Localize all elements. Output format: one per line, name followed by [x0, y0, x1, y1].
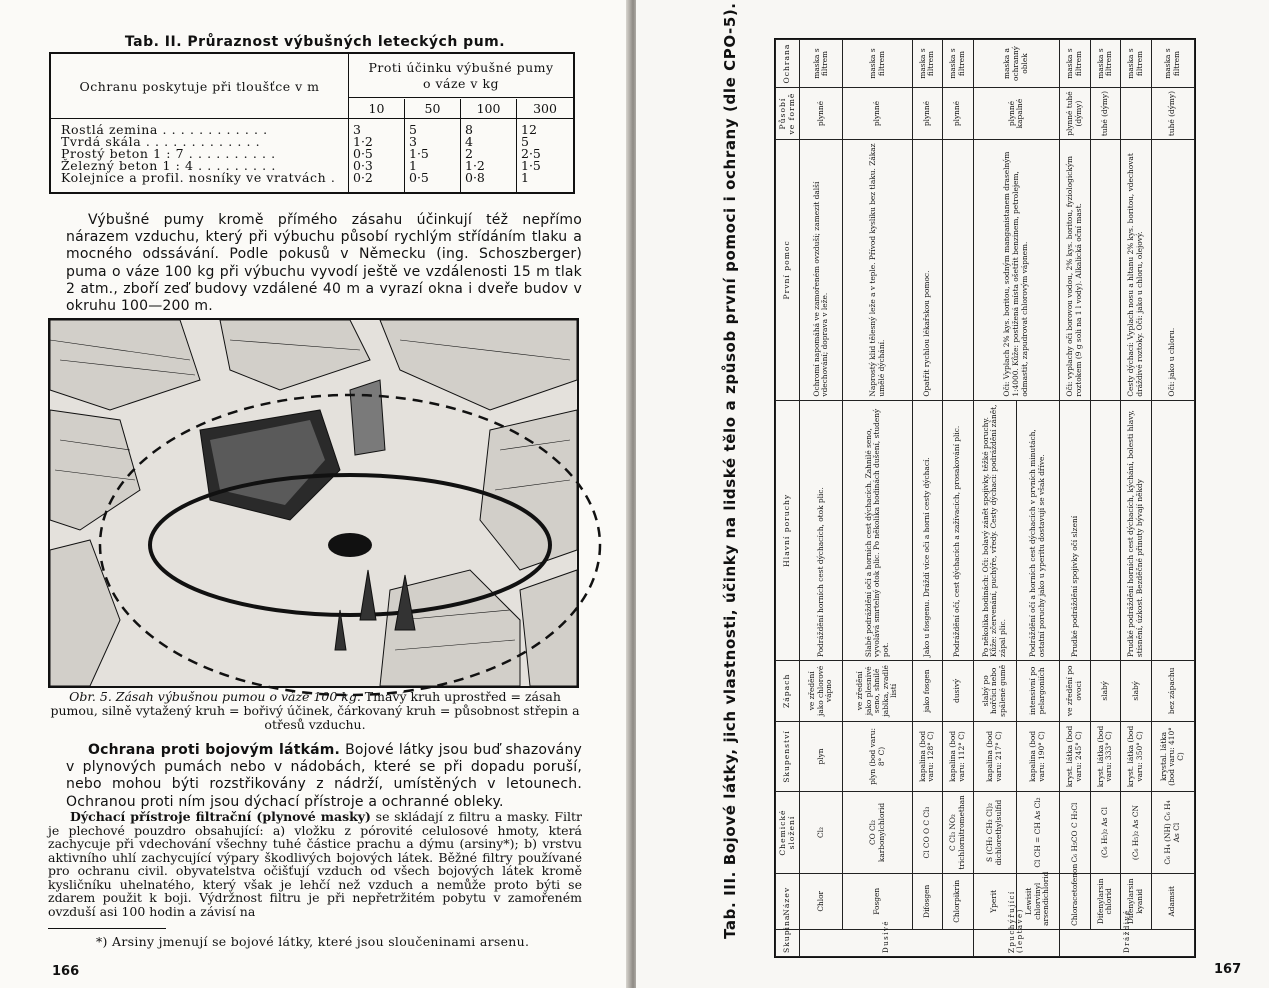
- cell-formula: C₆ H₅CO C H₂Cl: [1060, 792, 1090, 873]
- cell-protection: maska s filtrem: [1060, 40, 1090, 88]
- cell-protection: maska s filtrem: [843, 40, 912, 88]
- cell-protection: maska s filtrem: [943, 40, 973, 88]
- cell-help: [1090, 140, 1120, 401]
- cell-name: Difenylarsin kyanid: [1121, 873, 1151, 929]
- table2-row-label: Kolejnice a profil. nosníky ve vratvách .: [61, 170, 336, 185]
- cell-form: plynné: [800, 88, 843, 140]
- table2-row-label: Prostý beton 1 : 7 . . . . . . . . . .: [61, 146, 276, 161]
- cell-formula: (C₆ H₅)₂ As Cl: [1090, 792, 1120, 873]
- cell-form: plynné: [843, 88, 912, 140]
- cell-state: kapalina (bod varu: 190° C): [1016, 721, 1059, 792]
- group-label: Zpuchýřující (leptavé): [973, 929, 1060, 956]
- cell-state: kryst. látka (bod varu: 245° C): [1060, 721, 1090, 792]
- col-header: Ochrana: [776, 40, 800, 88]
- cell-smell: bez zápachu: [1151, 661, 1194, 721]
- table2-cell: 0·3: [353, 158, 373, 173]
- subsection-text: se skládají z filtru a masky. Filtr je plechové pouzdro obsahující: a) vložku z pórovité celulosové hmoty, která zachycuje při vdechování všechny tuhé částice prachu a dýmu (arsiny*); b) vrstvu aktivního uhlí zachycující výpary škodlivých bojových látek. Běžné filtry používané pro ochranu civil. obyvatelstva očišťují vzduch od všech bojových látek kromě kysličníku uhelnatého, který však je lehčí než vzduch a nemůže proto býti se zdarem použit k boji. Výdržnost filtru je při nepřetržitém pobytu v zamořeném ovzduší asi 100 hodin a závisí na: [48, 809, 582, 919]
- table2-cell: 1·2: [465, 158, 485, 173]
- cell-name: Lewisit chlorvinyl arsendichlorid: [1016, 873, 1059, 929]
- footnote-rule: [48, 928, 166, 929]
- col-header: Název: [776, 873, 800, 929]
- table3-grid: [775, 39, 1195, 957]
- table2-row-label: Rostlá zemina . . . . . . . . . . . .: [61, 122, 268, 137]
- cell-name: Difenylarsin chlorid: [1090, 873, 1120, 929]
- table2-header-right-line2: o váze v kg: [422, 76, 500, 91]
- col-header: Skupenství: [776, 721, 800, 792]
- bomb-impact-illustration: [48, 318, 579, 688]
- cell-formula: S (CH₂ CH₂ Cl)₂ dichlorethylsulfid: [973, 792, 1016, 873]
- group-label: Dusivé: [800, 929, 974, 956]
- cell-name: Fosgen: [843, 873, 912, 929]
- col-header: Hlavní poruchy: [776, 400, 800, 661]
- table2-cell: 1: [409, 158, 417, 173]
- cell-state: krystal. látka (bod varu: 410° C): [1151, 721, 1194, 792]
- table2-cell: 0·2: [353, 170, 373, 185]
- table2-values: [517, 119, 573, 184]
- cell-state: kryst. látka (bod varu: 350° C): [1121, 721, 1151, 792]
- table2-values: [461, 119, 516, 184]
- cell-form: plynné tuhé (dýmy): [1060, 88, 1090, 140]
- cell-protection: maska s filtrem: [1121, 40, 1151, 88]
- cell-help: Naprostý klid tělesný leže a v teple. Přívod kyslíku bez tlaku. Zákaz umělé dýchání.: [843, 140, 912, 401]
- cell-state: kapalina (bod varu: 112° C): [943, 721, 973, 792]
- cell-name: Yperit: [973, 873, 1016, 929]
- cell-help: Opatřit rychlou lékařskou pomoc.: [912, 140, 942, 401]
- cell-formula: C₆ H₄ (NH) C₆ H₄ As Cl: [1151, 792, 1194, 873]
- table3-header-row: [776, 40, 800, 957]
- cell-state: kapalina (bod varu: 128° C): [912, 721, 942, 792]
- cell-protection: maska s filtrem: [800, 40, 843, 88]
- cell-help: Oči: vyplachy oči borovou vodou, 2% kys. boritou, fyziologickým roztokem (9 g soli na 1 l vody). Alkalická oční mast.: [1060, 140, 1090, 401]
- table2-col-10: [348, 99, 404, 194]
- table2-values: [405, 119, 460, 184]
- cell-protection: maska s filtrem: [912, 40, 942, 88]
- figure-caption-text: Tmavý kruh uprostřed = zásah pumou, silně vytažený kruh = bořivý účinek, čárkovaný kruh = působnost střepin a otřesů vzduchu.: [50, 689, 580, 732]
- page-number-right: 167: [1214, 962, 1242, 977]
- figure-caption-title: Obr. 5. Zásah výbušnou pumou o váze 100 kg.: [69, 689, 361, 704]
- cell-formula: Cl CO O C Cl₃: [912, 792, 942, 873]
- table2-weight: 10: [349, 99, 404, 119]
- cell-effects: Slabé podráždění očí a horních cest dýchacích. Zahnilé seno, vyvolává smrtelný otok plic. Po několika hodinách dušení, studený pot.: [843, 400, 912, 661]
- table2-header-left: Ochranu poskytuje při tloušťce v m: [51, 54, 349, 119]
- cell-form: [1121, 88, 1151, 140]
- table2-cell: 1·5: [409, 146, 429, 161]
- right-page: [636, 0, 1269, 988]
- table-row: [943, 40, 973, 957]
- cell-effects: Podráždění očí, cest dýchacích a zažívacích, prosakování plic.: [943, 400, 973, 661]
- page-number-left: 166: [52, 964, 80, 979]
- cell-state: plyn (bod varu: 8° C): [843, 721, 912, 792]
- table2-header-right: [349, 54, 573, 98]
- cell-state: kryst. látka (bod varu: 333° C): [1090, 721, 1120, 792]
- cell-help: Oči: jako u chloru.: [1151, 140, 1194, 401]
- table2: [49, 52, 575, 194]
- cell-state: kapalina (bod varu: 217° C): [973, 721, 1016, 792]
- footnote: *) Arsiny jmenují se bojové látky, které jsou sloučeninami arsenu.: [96, 934, 530, 949]
- cell-smell: slabý po hořčici nebo spálené gumě: [973, 661, 1016, 721]
- cell-effects: [1151, 400, 1194, 661]
- section-heading: Ochrana proti bojovým látkám.: [88, 742, 341, 758]
- cell-form: plynné: [943, 88, 973, 140]
- cell-name: Difosgen: [912, 873, 942, 929]
- table2-cell: 0·8: [465, 170, 485, 185]
- table2-weight: 300: [517, 99, 573, 119]
- cell-form: tuhé (dýmy): [1090, 88, 1120, 140]
- cell-protection: maska a ochranný oblek: [973, 40, 1060, 88]
- table-row: [1090, 40, 1120, 957]
- cell-help: [943, 140, 973, 401]
- table2-cell: 0·5: [353, 146, 373, 161]
- table2-cell: 4: [465, 134, 473, 149]
- table-row: [800, 40, 843, 957]
- table2-title: Tab. II. Průraznost výbušných leteckých pum.: [124, 34, 506, 50]
- cell-smell: slabý: [1121, 661, 1151, 721]
- cell-form: tuhé (dýmy): [1151, 88, 1194, 140]
- cell-effects: Po několika hodinách: Oči: bolavý zánět spojivky, těžké poruchy. Kůže: zčervenání, puchýře, vředy. Cesty dýchací: podráždění zánět, zápal plic.: [973, 400, 1016, 661]
- table3: [774, 38, 1196, 958]
- cell-name: Chlor: [800, 873, 843, 929]
- table3-title: Tab. III. Bojové látky, jich vlastnosti, účinky na lidské tělo a způsob první pomoci i ochrany (dle CPO-5).: [721, 2, 739, 939]
- paragraph-blast: Výbušné pumy kromě přímého zásahu účinkují též nepřímo nárazem vzduchu, který při výbuchu působí rychlým střídáním tlaku a mocného odssávání. Podle pokusů v Německu (ing. Schoszberger) puma o váze 100 kg při výbuchu vyvodí ještě ve vzdálenosti 15 m tlak 2 atm., zboří zeď budovy vzdálené 40 m a vyrazí okna i dveře budov v okruhu 100—200 m.: [66, 212, 582, 315]
- group-label: Dráždivé: [1060, 929, 1195, 956]
- col-header: Skupina: [776, 929, 800, 956]
- cell-formula: CO Cl₂ karbonylchlorid: [843, 792, 912, 873]
- cell-form: plynné: [912, 88, 942, 140]
- table2-cell: 3: [409, 134, 417, 149]
- cell-smell: intensivní po pelargoniích: [1016, 661, 1059, 721]
- table2-weight: 50: [405, 99, 460, 119]
- cell-name: Chloracetofenon: [1060, 873, 1090, 929]
- cell-effects: [1090, 400, 1120, 661]
- section-text: Bojové látky jsou buď shazovány v plynových pumách nebo v nádobách, které se při dopadu poruší, nebo mohou býti rozstřikovány z nádrží, umístěných v letounech. Ochranou proti ním jsou dýchací přístroje a ochranné obleky.: [66, 742, 582, 810]
- cell-formula: C Cl₃ NO₂ trichlornitromethan: [943, 792, 973, 873]
- table2-row-labels: [61, 124, 346, 184]
- cell-formula: (C₆ H₅)₂ As CN: [1121, 792, 1151, 873]
- cell-smell: ve zředění jako plesnivé seno, shnilé jablka, zvadlé listí: [843, 661, 912, 721]
- table2-cell: 1·5: [521, 158, 541, 173]
- table-row: [843, 40, 912, 957]
- cell-help: Cesty dýchací: Vyplach nosu a hltanu 2% kys. boritou, vdechovat dráždivé roztoky. Oči: jako u chloru, olejový.: [1121, 140, 1151, 401]
- cell-help: Oči: Vyplach 2% kys. boritou, sodným manganistanem draselným 1:4000. Kůže: postižená místa ošetřit benzinem, petrolejem, odmastit, zapudrovat chlorovým vápnem.: [973, 140, 1060, 401]
- cell-effects: Prudké podráždění horních cest dýchacích, kýchání, bolesti hlavy, stísnění, úzkost. Bezděčné přinuty bývají někdy: [1121, 400, 1151, 661]
- cell-effects: Prudké podráždění spojivky očí slzení: [1060, 400, 1090, 661]
- cell-smell: ve zředění jako chlorové vápno: [800, 661, 843, 721]
- col-header: Působí ve formě: [776, 88, 800, 140]
- cell-smell: dusivý: [943, 661, 973, 721]
- cell-smell: ve zředění po ovoci: [1060, 661, 1090, 721]
- col-header: Chemické složení: [776, 792, 800, 873]
- table-row: [912, 40, 942, 957]
- table2-cell: 0·5: [409, 170, 429, 185]
- table2-cell: 8: [465, 122, 473, 137]
- table2-values: [349, 119, 404, 184]
- table2-col-100: [460, 99, 516, 194]
- cell-effects: Podráždění horních cest dýchacích, otok plic.: [800, 400, 843, 661]
- left-page: [0, 0, 630, 988]
- cell-help: Ochromí napomáhá ve zamořeném ovzduší; zamezit další vdechování; doprava v leže.: [800, 140, 843, 401]
- table2-cell: 1·2: [353, 134, 373, 149]
- cell-protection: maska s filtrem: [1090, 40, 1120, 88]
- table2-cell: 5: [409, 122, 417, 137]
- cell-formula: Cl CH = CH As Cl₂: [1016, 792, 1059, 873]
- cell-smell: jako fosgen: [912, 661, 942, 721]
- cell-name: Adamsit: [1151, 873, 1194, 929]
- subsection-masks: [48, 810, 582, 918]
- cell-smell: slabý: [1090, 661, 1120, 721]
- figure-caption: [48, 690, 582, 732]
- table2-col-300: [516, 99, 573, 194]
- table-row: [973, 40, 1016, 957]
- col-header: Zápach: [776, 661, 800, 721]
- cell-protection: maska s filtrem: [1151, 40, 1194, 88]
- table2-cell: 2·5: [521, 146, 541, 161]
- table2-cell: 12: [521, 122, 537, 137]
- table2-cell: 2: [465, 146, 473, 161]
- section-protection: [66, 742, 582, 811]
- cell-effects: Jako u fosgenu. Dráždí více oči a horní cesty dýchací.: [912, 400, 942, 661]
- table-row: [1151, 40, 1194, 957]
- cell-formula: Cl₂: [800, 792, 843, 873]
- cell-effects: Podráždění očí a horních cest dýchacích v prvních minutách, ostatní poruchy jako u yperitu dostavují se však dříve.: [1016, 400, 1059, 661]
- cell-form: plynné kapalné: [973, 88, 1060, 140]
- col-header: První pomoc: [776, 140, 800, 401]
- table2-col-50: [404, 99, 460, 194]
- table2-header-right-line1: Proti účinku výbušné pumy: [368, 60, 554, 75]
- city-square-drawing: [50, 320, 577, 686]
- table-row: [1121, 40, 1151, 957]
- cell-state: plyn: [800, 721, 843, 792]
- table2-row-label: Tvrdá skála . . . . . . . . . . . . .: [61, 134, 261, 149]
- table2-cell: 3: [353, 122, 361, 137]
- table2-row-label: Železný beton 1 : 4 . . . . . . . . .: [61, 158, 276, 173]
- cell-name: Chlorpikrin: [943, 873, 973, 929]
- table-row: [1060, 40, 1090, 957]
- subsection-heading: Dýchací přístroje filtrační (plynové masky): [70, 809, 371, 824]
- table2-cell: 5: [521, 134, 529, 149]
- table2-weight: 100: [461, 99, 516, 119]
- table2-cell: 1: [521, 170, 529, 185]
